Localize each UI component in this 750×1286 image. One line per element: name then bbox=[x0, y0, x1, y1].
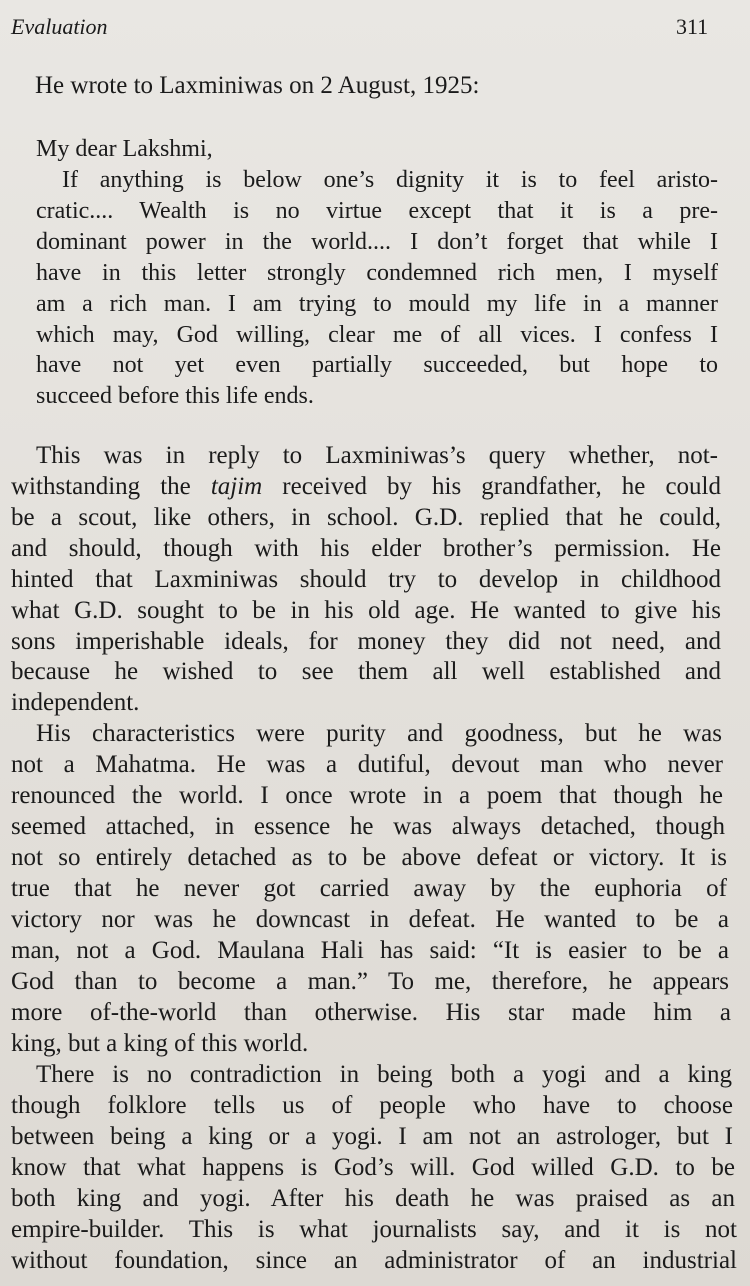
intro-line: He wrote to Laxminiwas on 2 August, 1925: bbox=[35, 72, 480, 99]
body-line: and should, though with his elder brother’s permission. He bbox=[11, 535, 721, 562]
letter-line: If anything is below one’s dignity it is to feel aristo- bbox=[62, 167, 718, 193]
body-line: There is no contradiction in being both a yogi and a king bbox=[36, 1061, 732, 1088]
body-line: be a scout, like others, in school. G.D. replied that he could, bbox=[11, 504, 721, 531]
body-line: true that he never got carried away by the euphoria of bbox=[11, 875, 727, 902]
body-line bbox=[11, 471, 721, 502]
letter-line: succeed before this life ends. bbox=[36, 383, 314, 409]
body-line: independent. bbox=[11, 689, 140, 716]
letter-line: cratic.... Wealth is no virtue except that it is a pre- bbox=[36, 198, 718, 224]
body-line: more of-the-world than otherwise. His star made him a bbox=[11, 999, 731, 1026]
body-line: king, but a king of this world. bbox=[11, 1030, 309, 1057]
letter-line: have in this letter strongly condemned rich men, I myself bbox=[36, 260, 718, 286]
body-line: because he wished to see them all well established and bbox=[11, 658, 721, 685]
body-line: without foundation, since an administrator of an industrial bbox=[11, 1247, 737, 1274]
page-number: 311 bbox=[676, 14, 709, 39]
body-line: His characteristics were purity and goodness, but he was bbox=[36, 720, 722, 747]
body-text: received by his grandfather, he could bbox=[262, 473, 721, 500]
letter-line: am a rich man. I am trying to mould my life in a manner bbox=[36, 291, 718, 317]
body-line: empire-builder. This is what journalists say, and it is not bbox=[11, 1216, 737, 1243]
letter-line: dominant power in the world.... I don’t forget that while I bbox=[36, 229, 718, 255]
body-line: renounced the world. I once wrote in a poem that though he bbox=[11, 782, 723, 809]
body-line: God than to become a man.” To me, therefore, he appears bbox=[11, 968, 729, 995]
running-header-title: Evaluation bbox=[11, 14, 108, 39]
body-line: seemed attached, in essence he was always detached, though bbox=[11, 813, 725, 840]
body-line: sons imperishable ideals, for money they did not need, and bbox=[11, 628, 721, 655]
body-line: not a Mahatma. He was a dutiful, devout man who never bbox=[11, 751, 723, 778]
body-line: victory nor was he downcast in defeat. He wanted to be a bbox=[11, 906, 729, 933]
body-line: not so entirely detached as to be above defeat or victory. It is bbox=[11, 844, 727, 871]
letter-line: have not yet even partially succeeded, but hope to bbox=[36, 352, 718, 378]
body-line: hinted that Laxminiwas should try to develop in childhood bbox=[11, 566, 721, 593]
body-line: between being a king or a yogi. I am not an astrologer, but I bbox=[11, 1123, 733, 1150]
body-line: know that what happens is God’s will. God willed G.D. to be bbox=[11, 1154, 735, 1181]
body-line: what G.D. sought to be in his old age. He wanted to give his bbox=[11, 597, 721, 624]
body-text: withstanding the bbox=[11, 473, 211, 500]
body-line: man, not a God. Maulana Hali has said: “It is easier to be a bbox=[11, 937, 729, 964]
italic-term: tajim bbox=[210, 473, 263, 500]
body-line: This was in reply to Laxminiwas’s query whether, not- bbox=[36, 442, 718, 469]
body-line: both king and yogi. After his death he was praised as an bbox=[11, 1185, 735, 1212]
letter-salutation: My dear Lakshmi, bbox=[36, 136, 213, 162]
body-line: though folklore tells us of people who have to choose bbox=[11, 1092, 733, 1119]
letter-line: which may, God willing, clear me of all vices. I confess I bbox=[36, 322, 718, 348]
